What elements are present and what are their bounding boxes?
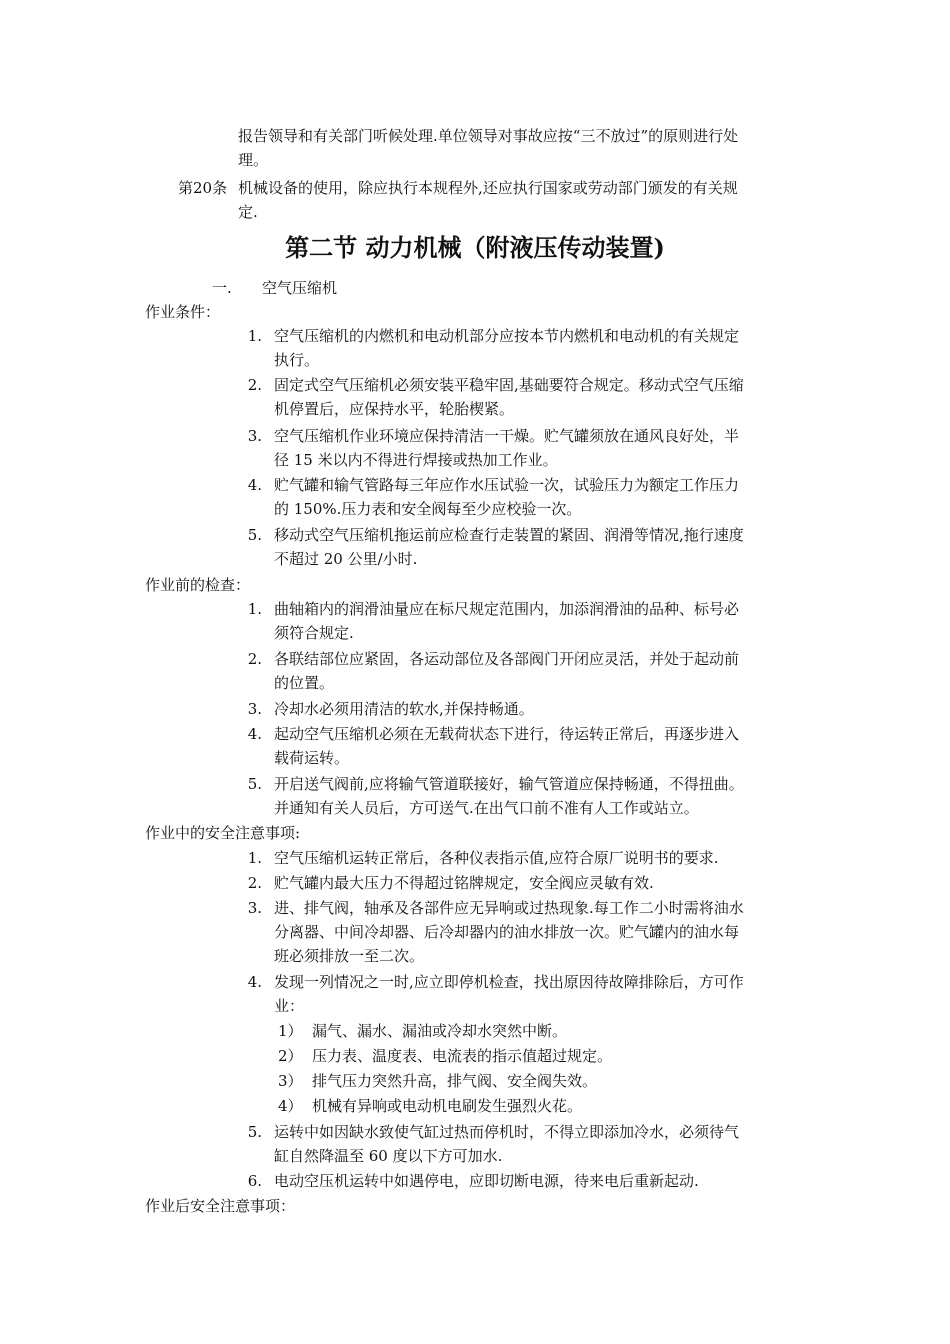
list-number: 4. — [247, 973, 262, 991]
subsection-title: 空气压缩机 — [262, 279, 338, 297]
list-number: 5. — [247, 1123, 262, 1141]
heading-after: 作业后安全注意事项： — [145, 1197, 296, 1215]
list-number: 2. — [247, 874, 262, 892]
sublist-number: 3） — [278, 1072, 303, 1090]
paragraph-line: 机械设备的使用，除应执行本规程外,还应执行国家或劳动部门颁发的有关规 — [238, 179, 738, 197]
list-item-line: 业： — [274, 997, 305, 1015]
list-item-line: 曲轴箱内的润滑油量应在标尺规定范围内，加添润滑油的品种、标号必 — [274, 600, 740, 618]
sublist-item: 排气压力突然升高，排气阀、安全阀失效。 — [312, 1072, 598, 1090]
list-item-line: 空气压缩机作业环境应保持清洁一干燥。贮气罐须放在通风良好处，半 — [274, 427, 740, 445]
list-number: 3. — [247, 700, 262, 718]
list-item-line: 分离器、中间冷却器、后冷却器内的油水排放一次。贮气罐内的油水每 — [274, 923, 740, 941]
list-item-line: 开启送气阀前,应将输气管道联接好，输气管道应保持畅通，不得扭曲。 — [274, 775, 744, 793]
sublist-number: 4） — [278, 1097, 303, 1115]
paragraph-line: 理。 — [238, 151, 269, 169]
list-item-line: 贮气罐内最大压力不得超过铭牌规定，安全阀应灵敏有效. — [274, 874, 654, 892]
list-item-line: 机停置后，应保持水平，轮胎楔紧。 — [274, 400, 515, 418]
sublist-number: 1） — [278, 1022, 303, 1040]
list-item-line: 固定式空气压缩机必须安装平稳牢固,基础要符合规定。移动式空气压缩 — [274, 376, 744, 394]
list-item-line: 起动空气压缩机必须在无载荷状态下进行，待运转正常后，再逐步进入 — [274, 725, 740, 743]
list-item-line: 须符合规定. — [274, 624, 354, 642]
list-item-line: 执行。 — [274, 351, 320, 369]
list-item-line: 径 15 米以内不得进行焊接或热加工作业。 — [274, 451, 558, 469]
list-item-line: 运转中如因缺水致使气缸过热而停机时，不得立即添加冷水，必须待气 — [274, 1123, 740, 1141]
list-number: 3. — [247, 899, 262, 917]
list-item-line: 班必须排放一至二次。 — [274, 947, 425, 965]
paragraph-line: 报告领导和有关部门听候处理.单位领导对事故应按“三不放过”的原则进行处 — [238, 127, 739, 145]
list-item-line: 的位置。 — [274, 674, 335, 692]
list-number: 3. — [247, 427, 262, 445]
list-item-line: 发现一列情况之一时,应立即停机检查，找出原因待故障排除后，方可作 — [274, 973, 744, 991]
list-item-line: 不超过 20 公里/小时. — [274, 550, 418, 568]
list-number: 5. — [247, 526, 262, 544]
list-item-line: 载荷运转。 — [274, 749, 350, 767]
list-item-line: 移动式空气压缩机拖运前应检查行走装置的紧固、润滑等情况,拖行速度 — [274, 526, 744, 544]
list-item-line: 并通知有关人员后，方可送气.在出气口前不准有人工作或站立。 — [274, 799, 699, 817]
list-item-line: 的 150%.压力表和安全阀每至少应校验一次。 — [274, 500, 582, 518]
list-item-line: 冷却水必须用清洁的软水,并保持畅通。 — [274, 700, 534, 718]
sublist-number: 2） — [278, 1047, 303, 1065]
list-number: 1. — [247, 849, 262, 867]
list-number: 2. — [247, 376, 262, 394]
list-number: 1. — [247, 600, 262, 618]
heading-safety: 作业中的安全注意事项: — [145, 824, 301, 842]
list-number: 2. — [247, 650, 262, 668]
list-item-line: 各联结部位应紧固，各运动部位及各部阀门开闭应灵活，并处于起动前 — [274, 650, 740, 668]
heading-pre-check: 作业前的检查： — [145, 576, 251, 594]
article-label: 第20条 — [178, 179, 228, 197]
sublist-item: 压力表、温度表、电流表的指示值超过规定。 — [312, 1047, 613, 1065]
list-number: 4. — [247, 725, 262, 743]
list-item-line: 进、排气阀，轴承及各部件应无异响或过热现象.每工作二小时需将油水 — [274, 899, 744, 917]
list-item-line: 空气压缩机的内燃机和电动机部分应按本节内燃机和电动机的有关规定 — [274, 327, 740, 345]
list-number: 5. — [247, 775, 262, 793]
paragraph-line: 定. — [238, 203, 258, 221]
sublist-item: 漏气、漏水、漏油或冷却水突然中断。 — [312, 1022, 568, 1040]
list-item-line: 缸自然降温至 60 度以下方可加水. — [274, 1147, 503, 1165]
list-item-line: 空气压缩机运转正常后，各种仪表指示值,应符合原厂说明书的要求. — [274, 849, 719, 867]
list-number: 6. — [247, 1172, 262, 1190]
sublist-item: 机械有异响或电动机电刷发生强烈火花。 — [312, 1097, 583, 1115]
section-title: 第二节 动力机械（附液压传动装置) — [285, 233, 665, 262]
heading-conditions: 作业条件： — [145, 303, 221, 321]
subsection-number: 一. — [212, 279, 232, 297]
list-item-line: 电动空压机运转中如遇停电，应即切断电源，待来电后重新起动. — [274, 1172, 699, 1190]
list-number: 1. — [247, 327, 262, 345]
list-item-line: 贮气罐和输气管路每三年应作水压试验一次，试验压力为额定工作压力 — [274, 476, 740, 494]
list-number: 4. — [247, 476, 262, 494]
